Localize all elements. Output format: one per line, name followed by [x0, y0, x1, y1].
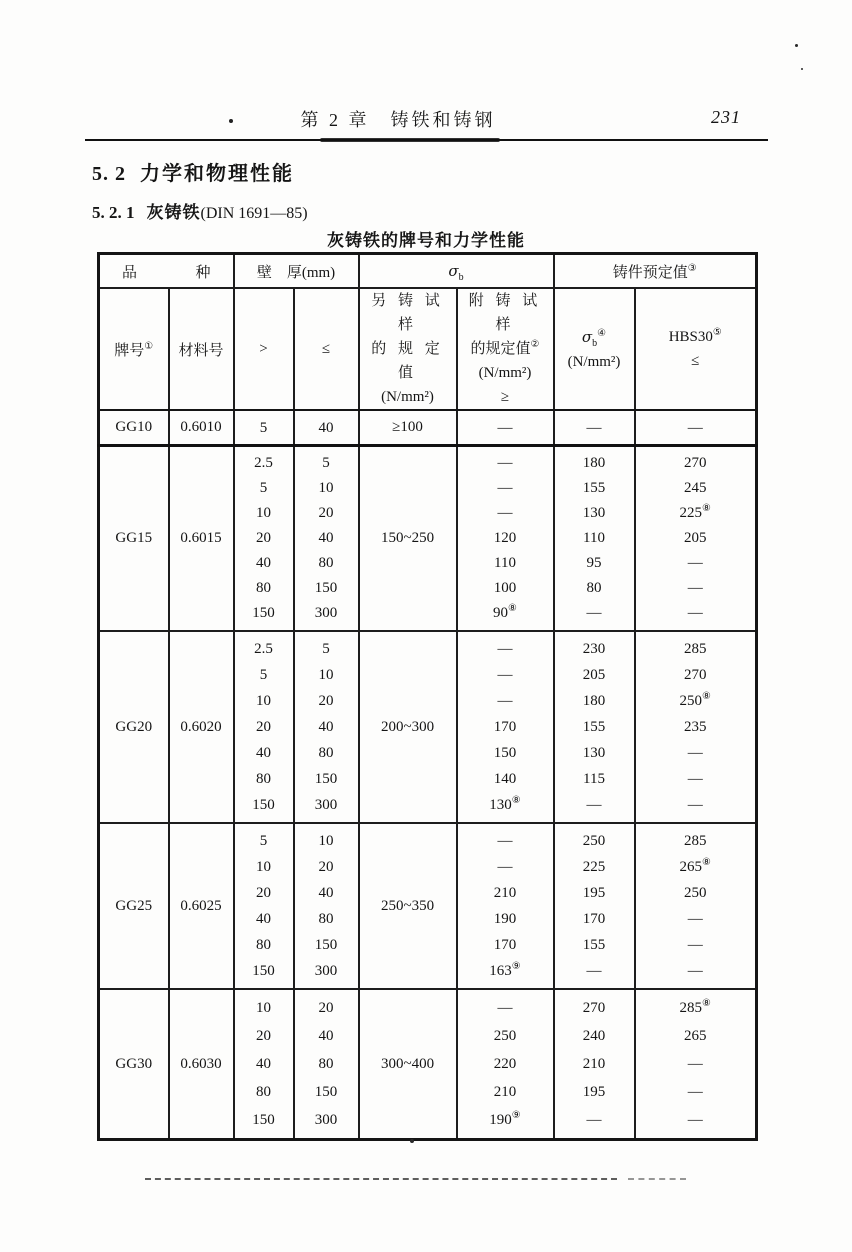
- subsection-title: 灰铸铁: [146, 203, 201, 222]
- cell-wall-gt-line: 5: [259, 419, 268, 436]
- grade-row-GG10: [99, 410, 757, 446]
- cell-grade: GG15: [99, 446, 169, 632]
- cell-cast-on-value-line: —: [497, 455, 513, 471]
- cell-sigma-b-value-line: 80: [586, 580, 602, 596]
- cell-hbs30-value-line: 250⑧: [679, 691, 711, 709]
- cell-hbs30-value-line: —: [687, 911, 703, 927]
- cell-sigma-b-value-line: 95: [586, 555, 602, 571]
- cell-wall-le-line: 300: [314, 797, 338, 813]
- cell-wall-le: [294, 446, 359, 632]
- table-head: [99, 254, 757, 411]
- hbs30-le-sign: ≤: [691, 353, 700, 369]
- cell-cast-on-value-line: 190⑨: [489, 1110, 521, 1128]
- cell-wall-le-line: 80: [318, 1056, 334, 1072]
- cell-sigma-b-value-line: 155: [582, 480, 606, 496]
- cell-hbs30-value-line: 250: [684, 885, 707, 901]
- cell-hbs30-value-line: —: [687, 745, 703, 761]
- grade-row-GG25: [99, 823, 757, 989]
- cell-wall-le-line: 20: [318, 693, 334, 709]
- cell-cast-on-value: [457, 823, 554, 989]
- header-separately-cast-specimen: [359, 288, 457, 410]
- cell-grade: GG30: [99, 989, 169, 1140]
- cell-sigma-b-value-line: 270: [582, 1000, 606, 1016]
- cell-separately-cast-value: 250~350: [359, 823, 457, 989]
- cell-material-number: 0.6015: [169, 446, 234, 632]
- cell-wall-gt-line: 10: [256, 1000, 271, 1016]
- cell-wall-le-line: 300: [314, 605, 338, 621]
- cell-cast-on-value-line: 190: [493, 911, 517, 927]
- cell-wall-le-line: 150: [314, 771, 338, 787]
- cell-cast-on-value: [457, 446, 554, 632]
- page-number: 231: [711, 107, 741, 127]
- footnote-mark-3: ③: [687, 262, 697, 274]
- cell-hbs30-value: [635, 446, 757, 632]
- cell-hbs30-value-line: —: [687, 580, 703, 596]
- cell-wall-gt-line: 80: [256, 937, 271, 953]
- cell-wall-le-line: 300: [314, 1112, 338, 1128]
- cell-separately-cast-value: 200~300: [359, 631, 457, 823]
- cell-material-number: 0.6030: [169, 989, 234, 1140]
- cell-hbs30-value-line: 205: [684, 530, 707, 546]
- table-header-column-row: [99, 288, 757, 410]
- cell-sigma-b-value-line: 130: [582, 505, 606, 521]
- cell-separately-cast-value: 300~400: [359, 989, 457, 1140]
- cell-cast-on-value-line: 210: [493, 885, 517, 901]
- cell-hbs30-value-line: 235: [684, 719, 707, 735]
- cell-cast-on-value: [457, 410, 554, 446]
- cell-wall-le: [294, 823, 359, 989]
- cell-wall-gt-line: 5: [259, 480, 268, 496]
- footnote-mark: ⑧: [702, 691, 711, 702]
- cell-cast-on-value-line: —: [497, 859, 513, 875]
- cell-wall-le-line: 40: [318, 885, 334, 901]
- cell-hbs30-value-line: 285: [684, 833, 707, 849]
- sigma-symbol: σ: [581, 327, 593, 346]
- cell-sigma-b-value-line: 250: [582, 833, 606, 849]
- grade-row-GG30: [99, 989, 757, 1140]
- cell-sigma-b-value: [554, 823, 635, 989]
- cell-wall-gt: [234, 446, 294, 632]
- cell-hbs30-value-line: —: [687, 771, 703, 787]
- cell-sigma-b-value: [554, 989, 635, 1140]
- section-number: 5. 2: [92, 163, 126, 185]
- cell-wall-gt-line: 20: [256, 1028, 271, 1044]
- cell-wall-le-line: 150: [314, 1084, 338, 1100]
- cell-hbs30-value-line: 245: [684, 480, 707, 496]
- cell-wall-le: [294, 631, 359, 823]
- cell-wall-gt: [234, 410, 294, 446]
- cell-sigma-b-value: [554, 446, 635, 632]
- cell-wall-le-line: 300: [314, 963, 338, 979]
- cell-hbs30-value-line: —: [687, 1084, 703, 1100]
- footnote-mark-5: ⑤: [712, 327, 722, 338]
- sigma-symbol: σ: [448, 261, 459, 280]
- cell-wall-gt: [234, 989, 294, 1140]
- sep-cast-line1: 另 铸 试 样: [371, 293, 444, 333]
- cell-sigma-b-value-line: —: [586, 419, 602, 436]
- cell-wall-gt-line: 5: [259, 667, 268, 683]
- cell-wall-gt-line: 80: [256, 1084, 271, 1100]
- cell-hbs30-value: [635, 989, 757, 1140]
- sigma-subscript: b: [592, 337, 598, 349]
- cell-wall-gt-line: 2.5: [254, 641, 273, 657]
- cell-wall-le-line: 20: [318, 859, 334, 875]
- cell-hbs30-value-line: 270: [684, 455, 707, 471]
- header-greater-than: >: [234, 288, 294, 410]
- cell-cast-on-value: [457, 631, 554, 823]
- cell-hbs30-value-line: 285⑧: [679, 998, 711, 1016]
- footnote-mark-4: ④: [597, 327, 607, 339]
- cell-cast-on-value-line: 170: [493, 719, 517, 735]
- cell-cast-on-value-line: —: [497, 419, 513, 436]
- cell-wall-le: [294, 989, 359, 1140]
- cell-sigma-b-value-line: 195: [582, 1084, 606, 1100]
- cell-sigma-b-value: [554, 410, 635, 446]
- footnote-mark: ⑧: [508, 603, 517, 614]
- cell-wall-gt-line: 150: [252, 605, 275, 621]
- footnote-mark: ⑧: [702, 998, 711, 1009]
- cell-cast-on-value-line: 220: [493, 1056, 517, 1072]
- footnote-mark-1: ①: [144, 340, 154, 352]
- cell-material-number: 0.6025: [169, 823, 234, 989]
- header-group-wall-thickness: 壁 厚(mm): [234, 254, 359, 289]
- cell-wall-le-line: 20: [318, 505, 334, 521]
- cell-sigma-b-value-line: —: [586, 963, 602, 979]
- cell-cast-on-value-line: —: [497, 1000, 513, 1016]
- grade-label: 牌号: [114, 342, 145, 359]
- cell-wall-gt-line: 10: [256, 505, 271, 521]
- cell-wall-gt-line: 10: [256, 859, 271, 875]
- cell-cast-on-value-line: —: [497, 693, 513, 709]
- cell-sigma-b-value-line: 180: [582, 693, 606, 709]
- cell-sigma-b-value-line: 225: [582, 859, 606, 875]
- cell-grade: GG25: [99, 823, 169, 989]
- cell-cast-on-value-line: —: [497, 505, 513, 521]
- cell-wall-gt-line: 5: [259, 833, 268, 849]
- cell-wall-gt-line: 150: [252, 963, 275, 979]
- cell-sigma-b-value-line: 205: [582, 667, 606, 683]
- cell-cast-on-value-line: 210: [493, 1084, 517, 1100]
- cell-cast-on-value-line: 150: [493, 745, 517, 761]
- cell-wall-gt-line: 40: [256, 1056, 271, 1072]
- cell-cast-on-value-line: 170: [493, 937, 517, 953]
- cell-grade: GG10: [99, 410, 169, 446]
- scan-artifact-dashed-line: [628, 1178, 686, 1180]
- cell-hbs30-value-line: —: [687, 937, 703, 953]
- cell-sigma-b-value-line: 115: [583, 771, 605, 787]
- cell-wall-gt: [234, 823, 294, 989]
- cell-sigma-b-value-line: —: [586, 605, 602, 621]
- cell-wall-gt-line: 2.5: [254, 455, 273, 471]
- cell-wall-le-line: 150: [314, 580, 338, 596]
- cell-grade: GG20: [99, 631, 169, 823]
- cell-cast-on-value-line: 163⑨: [489, 961, 521, 979]
- cell-wall-gt-line: 40: [256, 555, 271, 571]
- cell-wall-le-line: 150: [314, 937, 338, 953]
- cell-wall-le-line: 80: [318, 555, 334, 571]
- cell-sigma-b-value-line: —: [586, 797, 602, 813]
- cell-hbs30-value-line: —: [687, 605, 703, 621]
- cell-wall-le: [294, 410, 359, 446]
- header-cast-on-specimen: [457, 288, 554, 410]
- cell-wall-gt-line: 40: [256, 745, 271, 761]
- cell-wall-le-line: 40: [318, 719, 334, 735]
- cell-wall-le-line: 5: [322, 641, 330, 657]
- cell-wall-le-line: 20: [318, 1000, 334, 1016]
- cell-hbs30-value-line: 265⑧: [679, 857, 711, 875]
- cell-hbs30-value: [635, 631, 757, 823]
- running-head-chapter: 第 2 章 铸铁和铸钢: [300, 110, 496, 130]
- subsection-number: 5. 2. 1: [92, 203, 135, 222]
- cell-wall-le-line: 10: [318, 833, 334, 849]
- cell-hbs30-value: [635, 410, 757, 446]
- cell-hbs30-value-line: —: [687, 1112, 703, 1128]
- cell-hbs30-value-line: —: [687, 555, 703, 571]
- grey-cast-iron-properties-table: [97, 252, 758, 1141]
- cell-cast-on-value-line: —: [497, 480, 513, 496]
- cell-cast-on-value-line: —: [497, 833, 513, 849]
- cell-wall-gt-line: 80: [256, 580, 271, 596]
- cell-wall-gt-line: 80: [256, 771, 271, 787]
- cell-wall-le-line: 80: [318, 911, 334, 927]
- cell-wall-gt-line: 40: [256, 911, 271, 927]
- cell-hbs30-value-line: 270: [684, 667, 707, 683]
- cell-wall-le-line: 10: [318, 667, 334, 683]
- cell-wall-le-line: 40: [318, 1028, 334, 1044]
- scan-speck: [229, 119, 233, 123]
- cell-cast-on-value-line: 250: [493, 1028, 517, 1044]
- table-title: 灰铸铁的牌号和力学性能: [327, 231, 525, 250]
- cell-hbs30-value-line: —: [687, 963, 703, 979]
- header-less-equal: ≤: [294, 288, 359, 410]
- cell-sigma-b-value: [554, 631, 635, 823]
- scan-speck: [801, 68, 803, 70]
- cell-wall-le-line: 10: [318, 480, 334, 496]
- subsection-standard-ref: (DIN 1691—85): [200, 205, 308, 222]
- header-group-product: [99, 254, 234, 289]
- subsection-heading: [92, 198, 308, 223]
- grade-row-GG20: [99, 631, 757, 823]
- cell-sigma-b-value-line: 155: [582, 719, 606, 735]
- cell-sigma-b-value-line: 210: [582, 1056, 606, 1072]
- cast-on-line2: 的规定值: [470, 341, 531, 357]
- header-grade: [99, 288, 169, 410]
- footnote-mark: ⑧: [702, 857, 711, 868]
- cell-sigma-b-value-line: 195: [582, 885, 606, 901]
- cast-on-line1: 附 铸 试 样: [468, 293, 542, 333]
- cell-hbs30-value-line: —: [687, 797, 703, 813]
- section-heading: [92, 157, 294, 186]
- cell-sigma-b-value-line: 180: [582, 455, 606, 471]
- table-header-group-row: [99, 254, 757, 289]
- header-group-product-char2: 种: [195, 264, 211, 281]
- footnote-mark: ⑨: [511, 961, 521, 972]
- cell-sigma-b-value-line: 155: [582, 937, 606, 953]
- cell-hbs30-value-line: —: [687, 1056, 703, 1072]
- cell-cast-on-value-line: —: [497, 641, 513, 657]
- header-group-sigma-b: [359, 254, 554, 289]
- sep-cast-line2: 的 规 定 值: [371, 341, 444, 381]
- cell-wall-gt-line: 20: [256, 719, 271, 735]
- scan-artifact-dashed-line: [145, 1178, 617, 1180]
- footnote-mark: ⑧: [702, 503, 711, 514]
- section-title: 力学和物理性能: [140, 163, 294, 185]
- header-group-product-char1: 品: [122, 264, 138, 281]
- cell-sigma-b-value-line: 240: [582, 1028, 606, 1044]
- cell-hbs30-value-line: —: [687, 419, 703, 436]
- cell-sigma-b-value-line: 170: [582, 911, 606, 927]
- cell-wall-le-line: 5: [322, 455, 330, 471]
- cell-hbs30-value-line: 265: [684, 1028, 707, 1044]
- cell-hbs30-value-line: 225⑧: [679, 503, 711, 521]
- casting-expected-label: 铸件预定值: [612, 264, 688, 281]
- cell-wall-le-line: 80: [318, 745, 334, 761]
- cell-hbs30-value: [635, 823, 757, 989]
- cell-wall-gt-line: 20: [256, 885, 271, 901]
- cell-cast-on-value-line: 140: [493, 771, 517, 787]
- grade-row-GG15: [99, 446, 757, 632]
- cell-material-number: 0.6020: [169, 631, 234, 823]
- cell-material-number: 0.6010: [169, 410, 234, 446]
- cell-wall-gt-line: 150: [252, 797, 275, 813]
- cell-wall-gt-line: 20: [256, 530, 271, 546]
- cell-sigma-b-value-line: —: [586, 1112, 602, 1128]
- scan-speck: [795, 44, 798, 47]
- cell-wall-gt-line: 10: [256, 693, 271, 709]
- cell-cast-on-value: [457, 989, 554, 1140]
- cell-wall-le-line: 40: [318, 530, 334, 546]
- cell-wall-gt-line: 150: [252, 1112, 275, 1128]
- cell-wall-le-line: 40: [318, 419, 334, 436]
- header-rule-blotch: [320, 138, 500, 142]
- sigma-subscript: b: [458, 271, 464, 283]
- scan-speck: [410, 1139, 414, 1143]
- header-group-casting-expected-value: [554, 254, 757, 289]
- header-hbs30: [635, 288, 757, 410]
- cell-wall-gt: [234, 631, 294, 823]
- hbs30-label: HBS30: [668, 329, 713, 345]
- header-sigma-b-column: [554, 288, 635, 410]
- cell-hbs30-value-line: 285: [684, 641, 707, 657]
- footnote-mark-2: ②: [530, 339, 540, 350]
- cell-cast-on-value-line: 100: [493, 580, 517, 596]
- cell-cast-on-value-line: 90⑧: [493, 603, 517, 621]
- cell-cast-on-value-line: —: [497, 667, 513, 683]
- cell-sigma-b-value-line: 130: [582, 745, 606, 761]
- sigma-b-unit: (N/mm²): [567, 353, 621, 370]
- table-body: [99, 410, 757, 1140]
- cell-cast-on-value-line: 120: [493, 530, 517, 546]
- cell-sigma-b-value-line: 110: [583, 530, 605, 546]
- footnote-mark: ⑨: [511, 1110, 521, 1121]
- footnote-mark: ⑧: [511, 795, 521, 806]
- cell-cast-on-value-line: 130⑧: [489, 795, 521, 813]
- cell-sigma-b-value-line: 230: [582, 641, 606, 657]
- header-material-number: 材料号: [169, 288, 234, 410]
- sep-cast-unit: (N/mm²): [381, 389, 434, 405]
- cell-cast-on-value-line: 110: [494, 555, 516, 571]
- cast-on-unit: (N/mm²): [478, 365, 532, 381]
- cell-separately-cast-value: 150~250: [359, 446, 457, 632]
- cast-on-ge-sign: ≥: [500, 389, 510, 405]
- cell-separately-cast-value: ≥100: [359, 410, 457, 446]
